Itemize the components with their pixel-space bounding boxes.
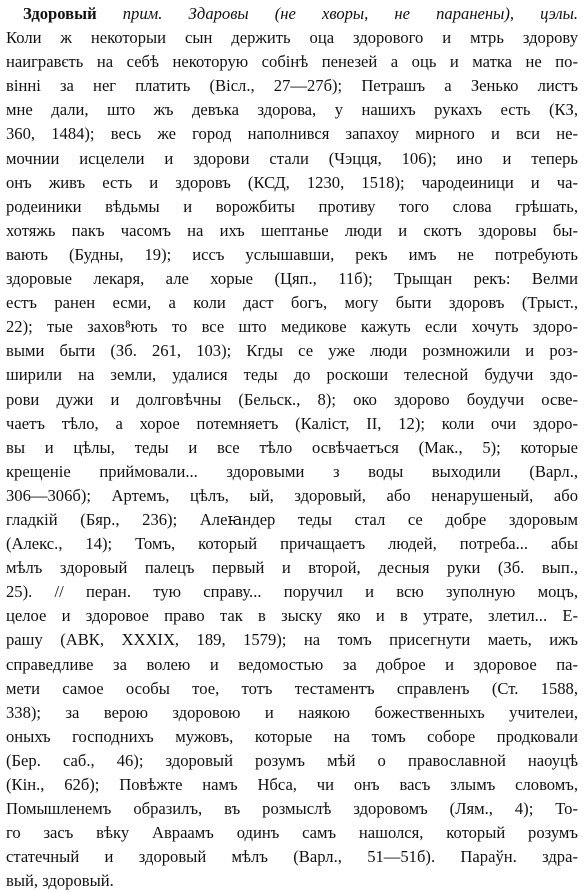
entry-text-line: 338); за верою здоровою и наякою божественныхъ учителеи, (6, 702, 578, 722)
entry-text-line: гладкій (Бяр., 236); Алеꙗндер теды стал се добре здоровым (6, 509, 578, 529)
headword: Здоровый (23, 4, 97, 23)
entry-text-line: рови дужи и долговѣчны (Бельск., 8); око здорово боудучи осве- (6, 389, 578, 409)
entry-text-line: естъ ранен есми, а коли даст богъ, могу быти здоровъ (Трыст., (6, 293, 578, 313)
entry-text-line: (Кін., 62б); Повѣжте намъ Нбса, чи онъ васъ злымъ словомъ, (6, 775, 578, 794)
entry-body (6, 26, 578, 893)
entry-text-line: рашу (АВК, XXXIX, 189, 1579); на томъ присегнути маеть, ижъ (6, 630, 578, 650)
entry-text-line: наигравєть на себѣ некоторую собінѣ пенезей а оць и матка не по- (6, 52, 578, 72)
entry-text-line: мѣлъ здоровый палецъ первый и второй, десныя руки (Зб. вып., (6, 558, 578, 578)
entry-text-line: здоровые лекаря, але хорые (Цяп., 11б); Трыщан рекъ: Велми (6, 269, 578, 289)
entry-text-line: 360, 1484); весь же город наполнився запахоу мирного и вси не- (6, 124, 578, 144)
entry-first-line (6, 2, 578, 26)
entry-text-line: мочнии исцелели и здорови стали (Чэцця, 106); ино и теперь (6, 148, 578, 168)
entry-text-line: 306—306б); Артемъ, цѣлъ, ый, здоровый, або ненарушеный, або (6, 485, 578, 505)
dictionary-entry (6, 2, 578, 893)
entry-text-line: вый, здоровый. (6, 871, 114, 891)
entry-text-line: мне дали, што жъ девъка здорова, у нашихъ рукахъ есть (КЗ, (6, 100, 578, 120)
entry-text-line: мети самое особы тое, тотъ тестаментъ справленъ (Ст. 1588, (6, 678, 578, 698)
entry-text-line: 25). // перан. тую справу... поручил и всю зуполную моцъ, (6, 582, 578, 602)
entry-text-line: вають (Будны, 19); иссъ услышавши, рекъ имъ не потребують (6, 244, 578, 264)
entry-text-line: вінні за нег платить (Вісл., 27—27б); Петрашъ а Зенько листъ (6, 76, 578, 96)
entry-text-line: вы и цѣлы, теды и все тѣло освѣчаетъся (Мак., 5); которые (6, 437, 578, 457)
entry-text-line: целое и здоровое право так в зыску яко и в утрате, злетил... Е- (6, 606, 578, 626)
entry-text-line: хотяжь пакъ часомъ на ихъ шептанье люди и скотъ здоровы бы- (6, 220, 578, 240)
entry-text-line: 22); тые захов⁸ють то все што медикове кажуть если хочуть здоро- (6, 317, 578, 337)
entry-text-line: родеиники вѣдьмы и ворожбиты противу того слова грѣшать, (6, 196, 578, 216)
entry-text-line: го засъ вѣку Авраамъ одинъ самъ нашолся, который розумъ (6, 823, 578, 843)
entry-text-line: Коли ж некоторыи сын держить оца здорового и мтрь здорову (6, 28, 578, 48)
entry-text-line: оныхъ господнихъ мужовъ, которые на томъ соборе продковали (6, 726, 578, 746)
entry-text-line: (Алекс., 14); Томъ, который причащаетъ людей, потреба... абы (6, 534, 578, 554)
entry-text-line: статечный и здоровый мѣлъ (Варл., 51—51б). Параўн. здра- (6, 847, 578, 867)
entry-text-line: крещеніе приймовали... здоровыми з воды выходили (Варл., (6, 461, 578, 481)
entry-text-line: Помышленемъ образилъ, въ розмыслѣ здоровомъ (Лям., 4); То- (6, 799, 578, 819)
entry-text-line: выми быти (Зб. 261, 103); Кгды се уже люди розмножили и роз- (6, 341, 578, 361)
entry-text-line: ширили на земли, удалися теды до роскоши телесной будучи здо- (6, 365, 578, 385)
entry-text-line: онъ живъ есть и здоровъ (КСД, 1230, 1518); чародеиници и ча- (6, 172, 578, 192)
entry-text-line: справедливе за волею и ведомостью за доброе и здоровое па- (6, 654, 578, 674)
entry-text-line: (Бер. саб., 46); здоровый розумъ мѣй о православной наоуцѣ (6, 750, 578, 770)
entry-text-line: чаетъ тѣло, а хорое потемняетъ (Каліст, II, 12); коли очи здоро- (6, 413, 578, 433)
pos-and-gloss: прим. Здаровы (не хворы, не паранены), цэлы. (122, 4, 578, 23)
